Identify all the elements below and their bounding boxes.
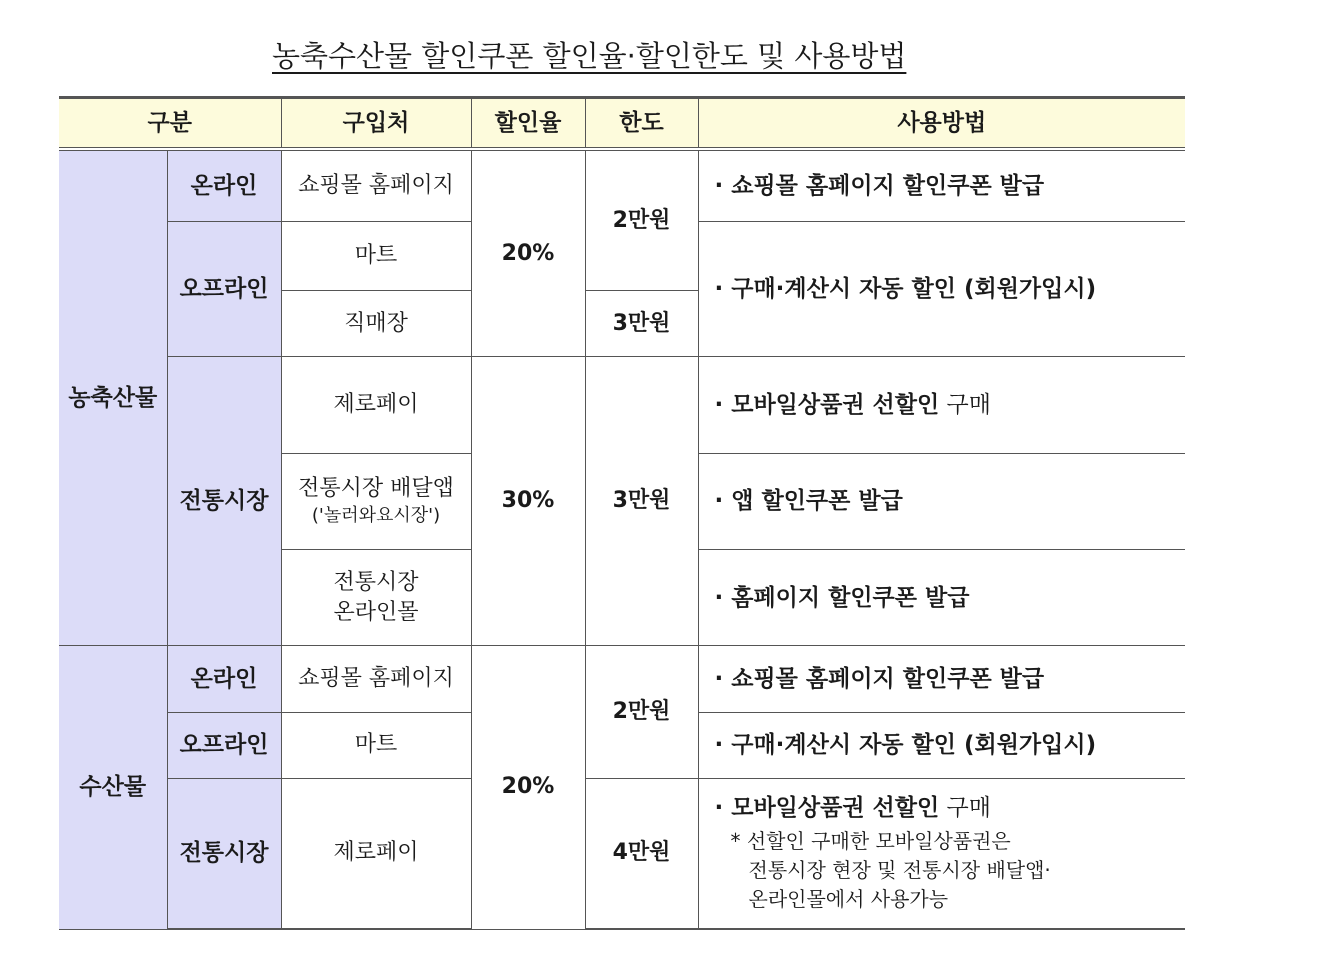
place-agri-app [281,453,471,549]
header-row [59,98,1185,150]
table-row [59,357,1185,453]
category-fish: 수산물 [59,646,167,929]
subcategory-fish-offline: 오프라인 [167,712,281,778]
table-row [59,646,1185,712]
note-line-2: 전통시장 현장 및 전통시장 배달앱· [748,857,1051,882]
place-agri-zeropay: 제로페이 [281,357,471,453]
rate-agri-market: 30% [471,357,585,646]
limit-agri-2: 2만원 [585,149,698,291]
place-fish-mart: 마트 [281,712,471,778]
header-method: 사용방법 [698,98,1185,150]
header-limit: 한도 [585,98,698,150]
header-place: 구입처 [281,98,471,150]
place-agri-mall-line2: 온라인몰 [333,599,419,625]
method-fish-market-bold: · 모바일상품권 선할인 [714,794,940,821]
table-row [59,149,1185,221]
method-agri-zeropay-bold: · 모바일상품권 선할인 [714,391,940,418]
method-fish-online: · 쇼핑몰 홈페이지 할인쿠폰 발급 [698,646,1185,712]
place-agri-app-sub: ('놀러와요시장') [311,505,441,527]
method-agri-mall: · 홈페이지 할인쿠폰 발급 [698,550,1185,646]
method-fish-offline: · 구매·계산시 자동 할인 (회원가입시) [698,712,1185,778]
subcategory-fish-market: 전통시장 [167,778,281,929]
subcategory-fish-online: 온라인 [167,646,281,712]
limit-fish-2: 2만원 [585,646,698,779]
place-agri-direct: 직매장 [281,291,471,357]
place-agri-mall [281,550,471,646]
place-agri-mart: 마트 [281,221,471,290]
limit-agri-market: 3만원 [585,357,698,646]
method-fish-market-norm: 구매 [939,794,991,821]
category-agri: 농축산물 [59,149,167,646]
subcategory-agri-online: 온라인 [167,149,281,221]
method-agri-online: · 쇼핑몰 홈페이지 할인쿠폰 발급 [698,149,1185,221]
method-agri-offline: · 구매·계산시 자동 할인 (회원가입시) [698,221,1185,357]
place-agri-online: 쇼핑몰 홈페이지 [281,149,471,221]
note-line-3: 온라인몰에서 사용가능 [748,886,949,911]
method-agri-app: · 앱 할인쿠폰 발급 [698,453,1185,549]
discount-table [59,96,1185,930]
table-row [59,778,1185,929]
method-agri-zeropay-norm: 구매 [939,391,991,418]
note-line-1: * 선할인 구매한 모바일상품권은 [730,828,1011,853]
subcategory-agri-market: 전통시장 [167,357,281,646]
method-fish-market [698,778,1185,929]
page-title: 농축수산물 할인쿠폰 할인율·할인한도 및 사용방법 [272,39,907,73]
rate-agri: 20% [471,149,585,357]
place-fish-online: 쇼핑몰 홈페이지 [281,646,471,712]
subcategory-agri-offline: 오프라인 [167,221,281,357]
limit-agri-3: 3만원 [585,291,698,357]
method-agri-zeropay [698,357,1185,453]
header-category: 구분 [59,98,281,150]
place-fish-zeropay: 제로페이 [281,778,471,929]
header-rate: 할인율 [471,98,585,150]
place-agri-app-name: 전통시장 배달앱 [298,476,454,502]
rate-fish: 20% [471,646,585,929]
limit-fish-market: 4만원 [585,778,698,929]
place-agri-mall-line1: 전통시장 [333,569,419,595]
